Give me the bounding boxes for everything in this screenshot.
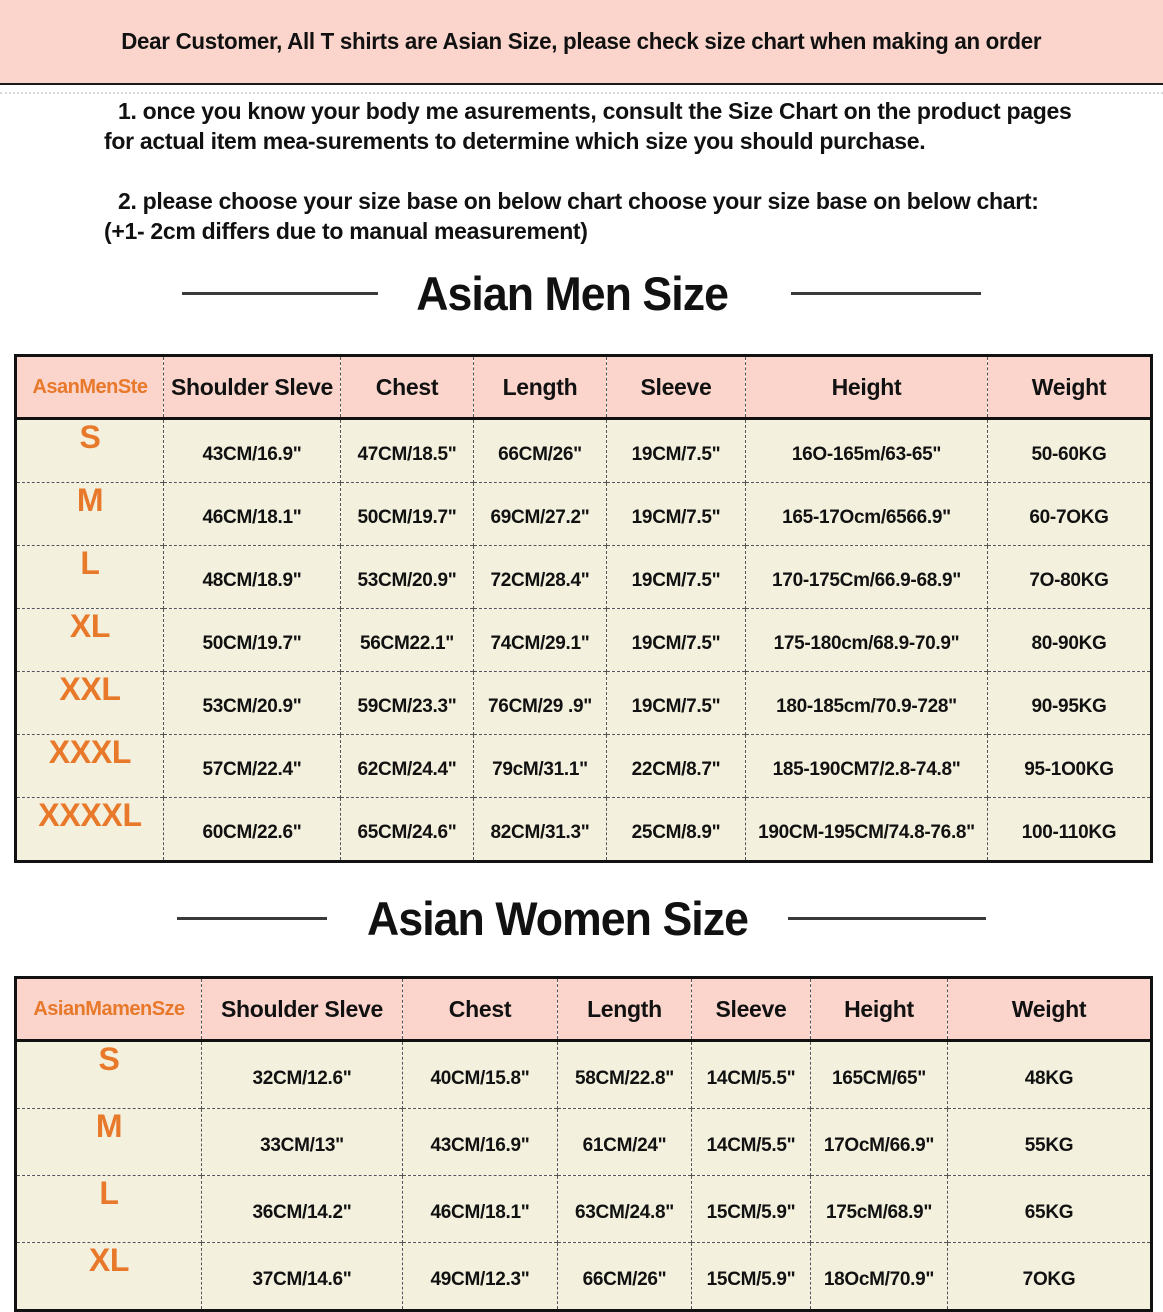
measurement-cell: 40CM/15.8"	[403, 1041, 558, 1109]
measurement-cell: 66CM/26"	[474, 419, 607, 483]
measurement-cell: 18OcM/70.9"	[811, 1243, 948, 1311]
measurement-cell: 14CM/5.5"	[692, 1041, 811, 1109]
table-row	[16, 609, 1152, 672]
size-label-cell: L	[16, 1176, 202, 1243]
measurement-cell: 90-95KG	[988, 672, 1152, 735]
measurement-cell: 65CM/24.6"	[341, 798, 474, 862]
banner-text: Dear Customer, All T shirts are Asian Size, please check size chart when making an order	[121, 28, 1042, 54]
column-header: Length	[474, 356, 607, 419]
measurement-cell: 82CM/31.3"	[474, 798, 607, 862]
measurement-cell: 66CM/26"	[558, 1243, 692, 1311]
column-header: Weight	[988, 356, 1152, 419]
measurement-cell: 37CM/14.6"	[202, 1243, 403, 1311]
measurement-cell: 47CM/18.5"	[341, 419, 474, 483]
column-header: Length	[558, 978, 692, 1041]
measurement-cell: 43CM/16.9"	[403, 1109, 558, 1176]
measurement-cell: 15CM/5.9"	[692, 1176, 811, 1243]
column-header: Sleeve	[692, 978, 811, 1041]
measurement-cell: 48KG	[948, 1041, 1152, 1109]
table-row	[16, 735, 1152, 798]
men-title-text: Asian Men Size	[416, 266, 729, 320]
size-label-cell: M	[16, 483, 164, 546]
measurement-cell: 19CM/7.5"	[607, 609, 746, 672]
size-label-cell: XXXL	[16, 735, 164, 798]
women-title-text: Asian Women Size	[367, 891, 748, 945]
measurement-cell: 55KG	[948, 1109, 1152, 1176]
measurement-cell: 57CM/22.4"	[164, 735, 341, 798]
measurement-cell: 59CM/23.3"	[341, 672, 474, 735]
table-row	[16, 672, 1152, 735]
measurement-cell: 36CM/14.2"	[202, 1176, 403, 1243]
measurement-cell: 19CM/7.5"	[607, 483, 746, 546]
measurement-cell: 80-90KG	[988, 609, 1152, 672]
measurement-cell: 49CM/12.3"	[403, 1243, 558, 1311]
header-row	[16, 978, 1152, 1041]
title-rule-left	[182, 292, 378, 295]
measurement-cell: 50-60KG	[988, 419, 1152, 483]
table-row	[16, 483, 1152, 546]
measurement-cell: 100-110KG	[988, 798, 1152, 862]
size-notice-banner	[0, 0, 1163, 85]
size-label-cell: S	[16, 419, 164, 483]
measurement-cell: 76CM/29 .9"	[474, 672, 607, 735]
measurement-cell: 60-7OKG	[988, 483, 1152, 546]
measurement-cell: 72CM/28.4"	[474, 546, 607, 609]
measurement-cell: 63CM/24.8"	[558, 1176, 692, 1243]
instruction-paragraph-2	[104, 186, 1123, 246]
measurement-cell: 60CM/22.6"	[164, 798, 341, 862]
column-header: Shoulder Sleve	[202, 978, 403, 1041]
size-label-cell: XL	[16, 609, 164, 672]
table-row	[16, 1109, 1152, 1176]
column-header: Weight	[948, 978, 1152, 1041]
size-label-cell: XXXXL	[16, 798, 164, 862]
measurement-cell: 56CM22.1"	[341, 609, 474, 672]
measurement-cell: 46CM/18.1"	[403, 1176, 558, 1243]
measurement-cell: 14CM/5.5"	[692, 1109, 811, 1176]
measurement-cell: 19CM/7.5"	[607, 546, 746, 609]
divider	[0, 92, 1163, 94]
measurement-cell: 180-185cm/70.9-728"	[746, 672, 988, 735]
measurement-cell: 19CM/7.5"	[607, 419, 746, 483]
measurement-cell: 17OcM/66.9"	[811, 1109, 948, 1176]
measurement-cell: 65KG	[948, 1176, 1152, 1243]
measurement-cell: 165CM/65"	[811, 1041, 948, 1109]
column-header: Shoulder Sleve	[164, 356, 341, 419]
table-row	[16, 546, 1152, 609]
men-size-table	[14, 354, 1153, 863]
title-rule-right	[791, 292, 981, 295]
table-row	[16, 419, 1152, 483]
column-header: Chest	[341, 356, 474, 419]
measurement-cell: 185-190CM7/2.8-74.8"	[746, 735, 988, 798]
measurement-cell: 53CM/20.9"	[164, 672, 341, 735]
measurement-cell: 79cM/31.1"	[474, 735, 607, 798]
measurement-cell: 50CM/19.7"	[341, 483, 474, 546]
size-label-cell: XL	[16, 1243, 202, 1311]
table-row	[16, 1243, 1152, 1311]
measurement-cell: 50CM/19.7"	[164, 609, 341, 672]
women-size-table	[14, 976, 1153, 1312]
measurement-cell: 7O-80KG	[988, 546, 1152, 609]
measurement-cell: 170-175Cm/66.9-68.9"	[746, 546, 988, 609]
measurement-cell: 58CM/22.8"	[558, 1041, 692, 1109]
size-key-header: AsianMamenSze	[16, 978, 202, 1041]
instruction-paragraph-1	[104, 96, 1123, 156]
measurement-cell: 95-1O0KG	[988, 735, 1152, 798]
measurement-cell: 48CM/18.9"	[164, 546, 341, 609]
men-section-title	[0, 264, 1163, 322]
measurement-cell: 32CM/12.6"	[202, 1041, 403, 1109]
measurement-cell: 175cM/68.9"	[811, 1176, 948, 1243]
instruction-line: 1. once you know your body me asurements, consult the Size Chart on the product pages	[118, 98, 1072, 124]
instruction-line: (+1- 2cm differs due to manual measurement)	[104, 218, 588, 244]
column-header: Height	[746, 356, 988, 419]
measurement-cell: 46CM/18.1"	[164, 483, 341, 546]
size-key-header: AsanMenSte	[16, 356, 164, 419]
measurement-cell: 43CM/16.9"	[164, 419, 341, 483]
title-rule-left	[177, 917, 327, 920]
measurement-cell: 15CM/5.9"	[692, 1243, 811, 1311]
title-rule-right	[788, 917, 986, 920]
size-label-cell: L	[16, 546, 164, 609]
measurement-cell: 16O-165m/63-65"	[746, 419, 988, 483]
measurement-cell: 33CM/13"	[202, 1109, 403, 1176]
measurement-cell: 190CM-195CM/74.8-76.8"	[746, 798, 988, 862]
measurement-cell: 7OKG	[948, 1243, 1152, 1311]
measurement-cell: 53CM/20.9"	[341, 546, 474, 609]
table-row	[16, 1176, 1152, 1243]
measurement-cell: 175-180cm/68.9-70.9"	[746, 609, 988, 672]
measurement-cell: 62CM/24.4"	[341, 735, 474, 798]
size-label-cell: M	[16, 1109, 202, 1176]
instruction-line: 2. please choose your size base on below chart choose your size base on below chart:	[118, 188, 1039, 214]
measurement-cell: 19CM/7.5"	[607, 672, 746, 735]
measurement-cell: 25CM/8.9"	[607, 798, 746, 862]
column-header: Chest	[403, 978, 558, 1041]
column-header: Sleeve	[607, 356, 746, 419]
measurement-cell: 74CM/29.1"	[474, 609, 607, 672]
instructions	[104, 96, 1123, 246]
table-row	[16, 1041, 1152, 1109]
measurement-cell: 61CM/24"	[558, 1109, 692, 1176]
measurement-cell: 165-17Ocm/6566.9"	[746, 483, 988, 546]
column-header: Height	[811, 978, 948, 1041]
table-row	[16, 798, 1152, 862]
instruction-line: for actual item mea-surements to determine which size you should purchase.	[104, 128, 926, 154]
measurement-cell: 69CM/27.2"	[474, 483, 607, 546]
size-label-cell: XXL	[16, 672, 164, 735]
header-row	[16, 356, 1152, 419]
measurement-cell: 22CM/8.7"	[607, 735, 746, 798]
size-label-cell: S	[16, 1041, 202, 1109]
women-section-title	[0, 889, 1163, 947]
